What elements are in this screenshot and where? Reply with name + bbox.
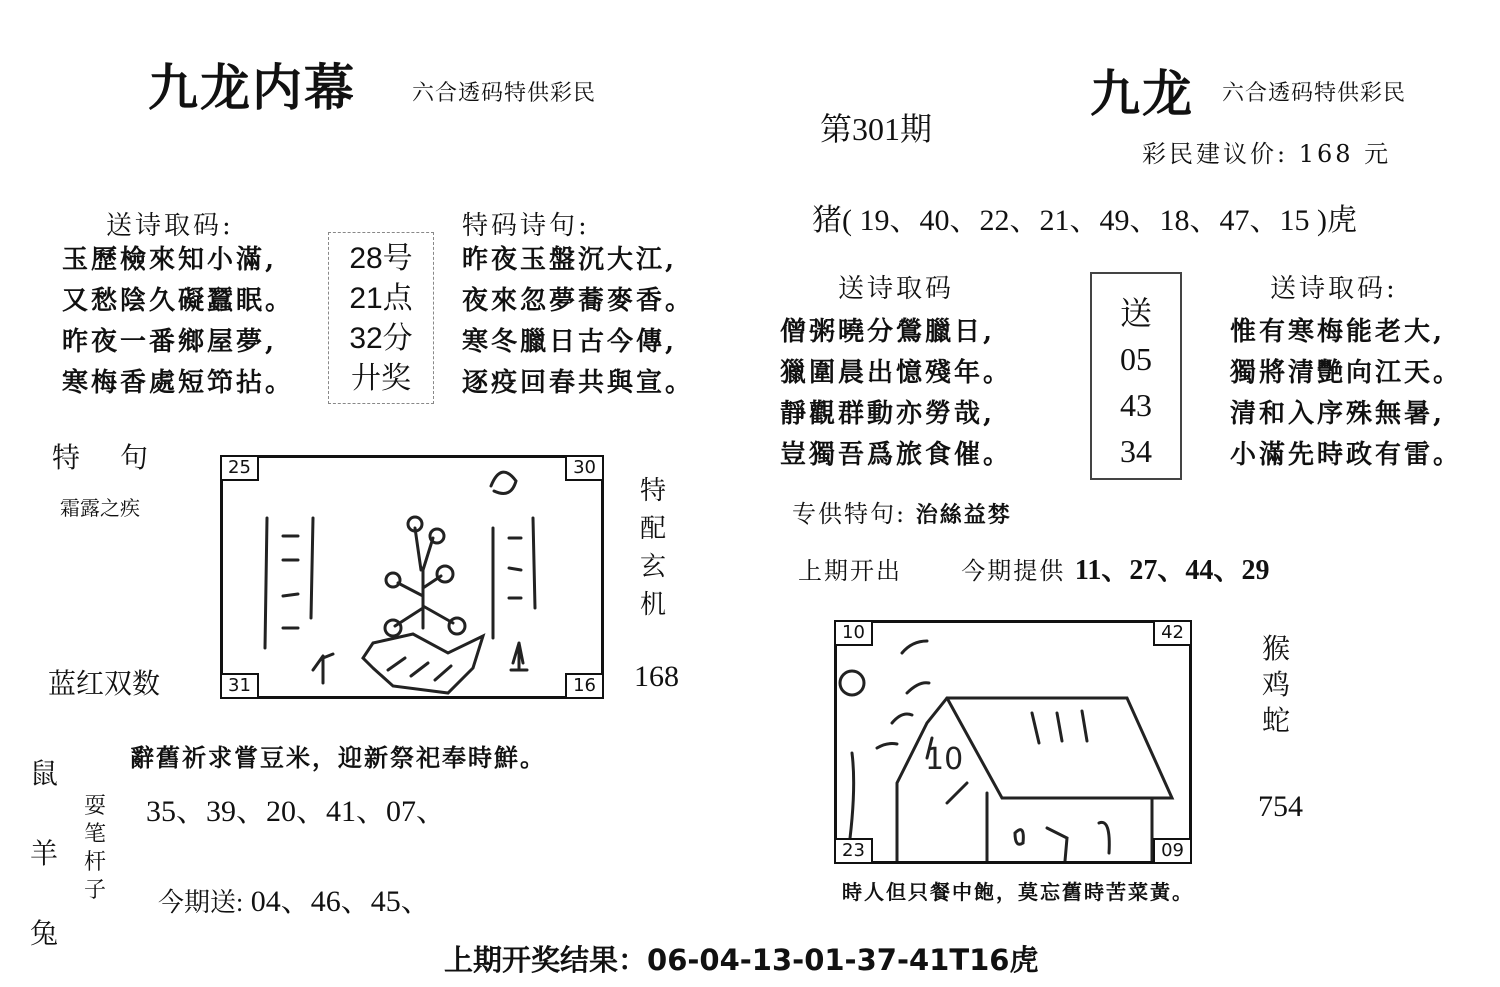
- left-subtitle: 六合透码特供彩民: [412, 81, 597, 106]
- zodiac-char: 鼠: [30, 759, 59, 790]
- pig-line: 猪( 19、40、22、21、49、18、47、15 )虎: [812, 204, 1357, 237]
- right-title: 九龙: [1090, 64, 1194, 123]
- right-poem2: [1230, 312, 1462, 476]
- number: 20: [266, 795, 296, 828]
- special-phrase-label: 专供特句:: [792, 500, 907, 528]
- provide-row: 上期开出 今期提供 11、27、44、29: [798, 555, 1270, 586]
- price-value: 168 元: [1298, 140, 1392, 168]
- poem-line: 清和入序殊無暑,: [1230, 399, 1446, 429]
- right-poem: [780, 312, 1012, 476]
- side-char: 机: [640, 590, 667, 620]
- brush-label: [84, 792, 106, 904]
- right-side-number: 754: [1258, 790, 1303, 823]
- center-box-line: 21点: [349, 282, 413, 315]
- left-center-box: [328, 232, 434, 404]
- zodiac-char: 蛇: [1262, 706, 1291, 737]
- corner-number: 16: [565, 673, 604, 699]
- left-zodiac-vertical: [30, 752, 58, 952]
- zodiac-char: 羊: [30, 839, 59, 870]
- right-riddle-picture: [834, 620, 1192, 864]
- poem-line: 寒梅香處短笻拈。: [62, 368, 295, 398]
- poem-line: 獨將清艷向江天。: [1230, 358, 1463, 388]
- number: 07: [386, 795, 416, 828]
- corner-number: 10: [834, 620, 873, 646]
- number: 46: [310, 885, 341, 918]
- special-phrase-value: 霜露之疾: [60, 496, 140, 520]
- poem-line: 昨夜一番鄉屋夢,: [62, 327, 278, 357]
- brush-char: 耍: [84, 793, 107, 818]
- zodiac-char: 兔: [30, 919, 59, 950]
- corner-number: 09: [1153, 838, 1192, 864]
- price-label: 彩民建议价:: [1142, 140, 1289, 168]
- house-sketch-icon: [837, 623, 1189, 861]
- center-box-line: 43: [1120, 387, 1152, 423]
- number: 04: [250, 885, 281, 918]
- left-side-vertical: [640, 472, 666, 624]
- last-issue-label: 上期开出: [798, 557, 902, 585]
- center-box-line: 送: [1119, 295, 1152, 331]
- left-numbers-row: 35、39、20、41、07、: [146, 795, 446, 828]
- result-value: 06-04-13-01-37-41T16虎: [647, 943, 1039, 977]
- right-poem2-heading: 送诗取码:: [1270, 274, 1398, 304]
- corner-number: 25: [220, 455, 259, 481]
- left-special-poem: [462, 240, 694, 404]
- poem-line: 玉歷檢來知小滿,: [62, 245, 278, 275]
- corner-number: 42: [1153, 620, 1192, 646]
- poem-line: 逐疫回春共與宣。: [462, 368, 695, 398]
- issue-number: 第301期: [820, 111, 933, 147]
- left-poem-heading: 送诗取码:: [106, 211, 234, 241]
- today-send: 今期送: 04、46、45、: [158, 885, 431, 918]
- last-draw-result: [444, 938, 1038, 979]
- right-center-box: [1090, 272, 1182, 480]
- side-char: 特: [640, 476, 667, 506]
- center-box-line: 32分: [349, 322, 413, 355]
- left-poem: [62, 240, 294, 404]
- right-subtitle: 六合透码特供彩民: [1222, 81, 1407, 106]
- right-poem-heading: 送诗取码: [838, 274, 955, 304]
- left-side-number: 168: [634, 660, 679, 693]
- left-special-poem-heading: 特码诗句:: [462, 211, 590, 241]
- poem-line: 靜觀群動亦勞哉,: [780, 399, 996, 429]
- poem-line: 又愁陰久礙蠶眠。: [62, 286, 295, 316]
- zodiac-char: 猴: [1262, 634, 1291, 665]
- poem-line: 昨夜玉盤沉大江,: [462, 245, 678, 275]
- left-riddle-picture: [220, 455, 604, 699]
- poem-line: 僧粥曉分鶯臘日,: [780, 317, 996, 347]
- poem-line: 惟有寒梅能老大,: [1230, 317, 1446, 347]
- color-hint: 蓝红双数: [48, 669, 161, 700]
- today-send-label: 今期送:: [158, 888, 244, 917]
- right-bottom-poem: 時人但只餐中飽，莫忘舊時苦菜黃。: [842, 880, 1194, 904]
- poem-line: 獵圍晨出憶殘年。: [780, 358, 1013, 388]
- center-box-line: 28号: [349, 242, 413, 275]
- special-phrase-value: 治絲益棼: [915, 502, 1012, 528]
- corner-number: 23: [834, 838, 873, 864]
- svg-text:10: 10: [925, 742, 964, 777]
- right-zodiac-vertical: [1262, 632, 1290, 740]
- right-special-phrase: [792, 494, 1012, 529]
- price: [1142, 134, 1391, 169]
- number: 39: [206, 795, 236, 828]
- side-char: 配: [640, 514, 667, 544]
- center-box-line: 05: [1120, 341, 1152, 377]
- brush-char: 子: [84, 877, 107, 902]
- poem-line: 夜來忽夢蕎麥香。: [462, 286, 695, 316]
- poem-line: 豈獨吾爲旅食催。: [780, 440, 1013, 470]
- corner-number: 30: [565, 455, 604, 481]
- left-bottom-poem: 辭舊祈求嘗豆米，迎新祭祀奉時鮮。: [130, 743, 546, 772]
- special-phrase-label: 特 句: [52, 441, 155, 474]
- zodiac-char: 鸡: [1262, 670, 1291, 701]
- poem-line: 小滿先時政有雷。: [1230, 440, 1463, 470]
- number: 35: [146, 795, 176, 828]
- corner-number: 31: [220, 673, 259, 699]
- brush-char: 笔: [84, 821, 107, 846]
- result-label: 上期开奖结果：: [444, 943, 648, 977]
- poem-line: 寒冬臘日古今傳,: [462, 327, 678, 357]
- center-box-line: 廾奖: [351, 362, 411, 395]
- side-char: 玄: [640, 552, 667, 582]
- number: 45: [370, 885, 401, 918]
- center-box-line: 34: [1120, 433, 1152, 469]
- left-title: 九龙内幕: [148, 58, 356, 117]
- plant-sketch-icon: [223, 458, 601, 696]
- provide-label: 今期提供: [961, 557, 1066, 585]
- number: 41: [326, 795, 356, 828]
- brush-char: 杆: [84, 849, 107, 874]
